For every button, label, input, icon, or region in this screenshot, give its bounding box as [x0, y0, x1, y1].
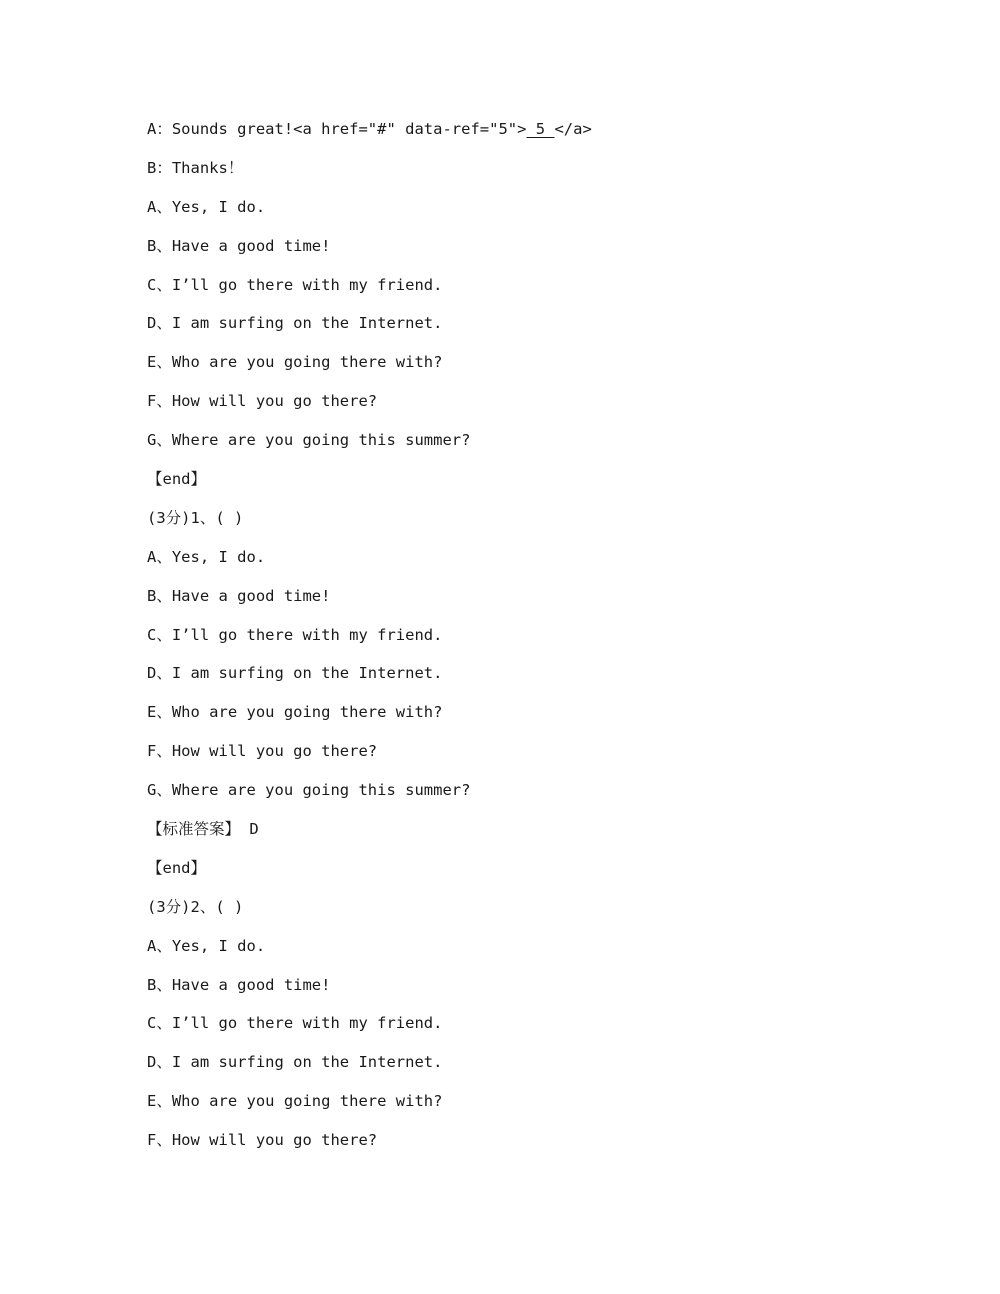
- option-item: G、Where are you going this summer?: [147, 781, 471, 800]
- option-item: A、Yes, I do.: [147, 197, 266, 216]
- option-item: F、How will you go there?: [147, 742, 378, 761]
- option-item: C、I’ll go there with my friend.: [147, 1014, 443, 1033]
- option-item: B、Have a good time!: [147, 586, 331, 605]
- option-item: F、How will you go there?: [147, 1131, 378, 1150]
- option-item: C、I’ll go there with my friend.: [147, 625, 443, 644]
- text-body: [147, 117, 947, 1167]
- dialogue-line-a: [147, 117, 947, 156]
- question-1-header: (3分)1、( ): [147, 508, 244, 527]
- question-1-answer: 【标准答案】 D: [147, 820, 259, 839]
- blank-5: 5: [526, 120, 555, 138]
- option-item: A、Yes, I do.: [147, 936, 266, 955]
- dialogue-line-a-prefix: A：Sounds great!<a href="#" data-ref="5">: [147, 120, 527, 138]
- option-item: D、I am surfing on the Internet.: [147, 314, 443, 333]
- option-item: G、Where are you going this summer?: [147, 431, 471, 450]
- end-marker: 【end】: [147, 858, 206, 877]
- end-marker: 【end】: [147, 470, 206, 489]
- option-item: D、I am surfing on the Internet.: [147, 1053, 443, 1072]
- dialogue-line-a-suffix: </a>: [554, 120, 592, 138]
- option-item: D、I am surfing on the Internet.: [147, 664, 443, 683]
- option-item: F、How will you go there?: [147, 392, 378, 411]
- option-item: C、I’ll go there with my friend.: [147, 275, 443, 294]
- option-item: E、Who are you going there with?: [147, 1092, 443, 1111]
- option-item: B、Have a good time!: [147, 236, 331, 255]
- option-item: E、Who are you going there with?: [147, 353, 443, 372]
- dialogue-line-b: B：Thanks！: [147, 158, 244, 177]
- question-2-header: (3分)2、( ): [147, 897, 244, 916]
- option-item: A、Yes, I do.: [147, 547, 266, 566]
- option-item: B、Have a good time!: [147, 975, 331, 994]
- option-item: E、Who are you going there with?: [147, 703, 443, 722]
